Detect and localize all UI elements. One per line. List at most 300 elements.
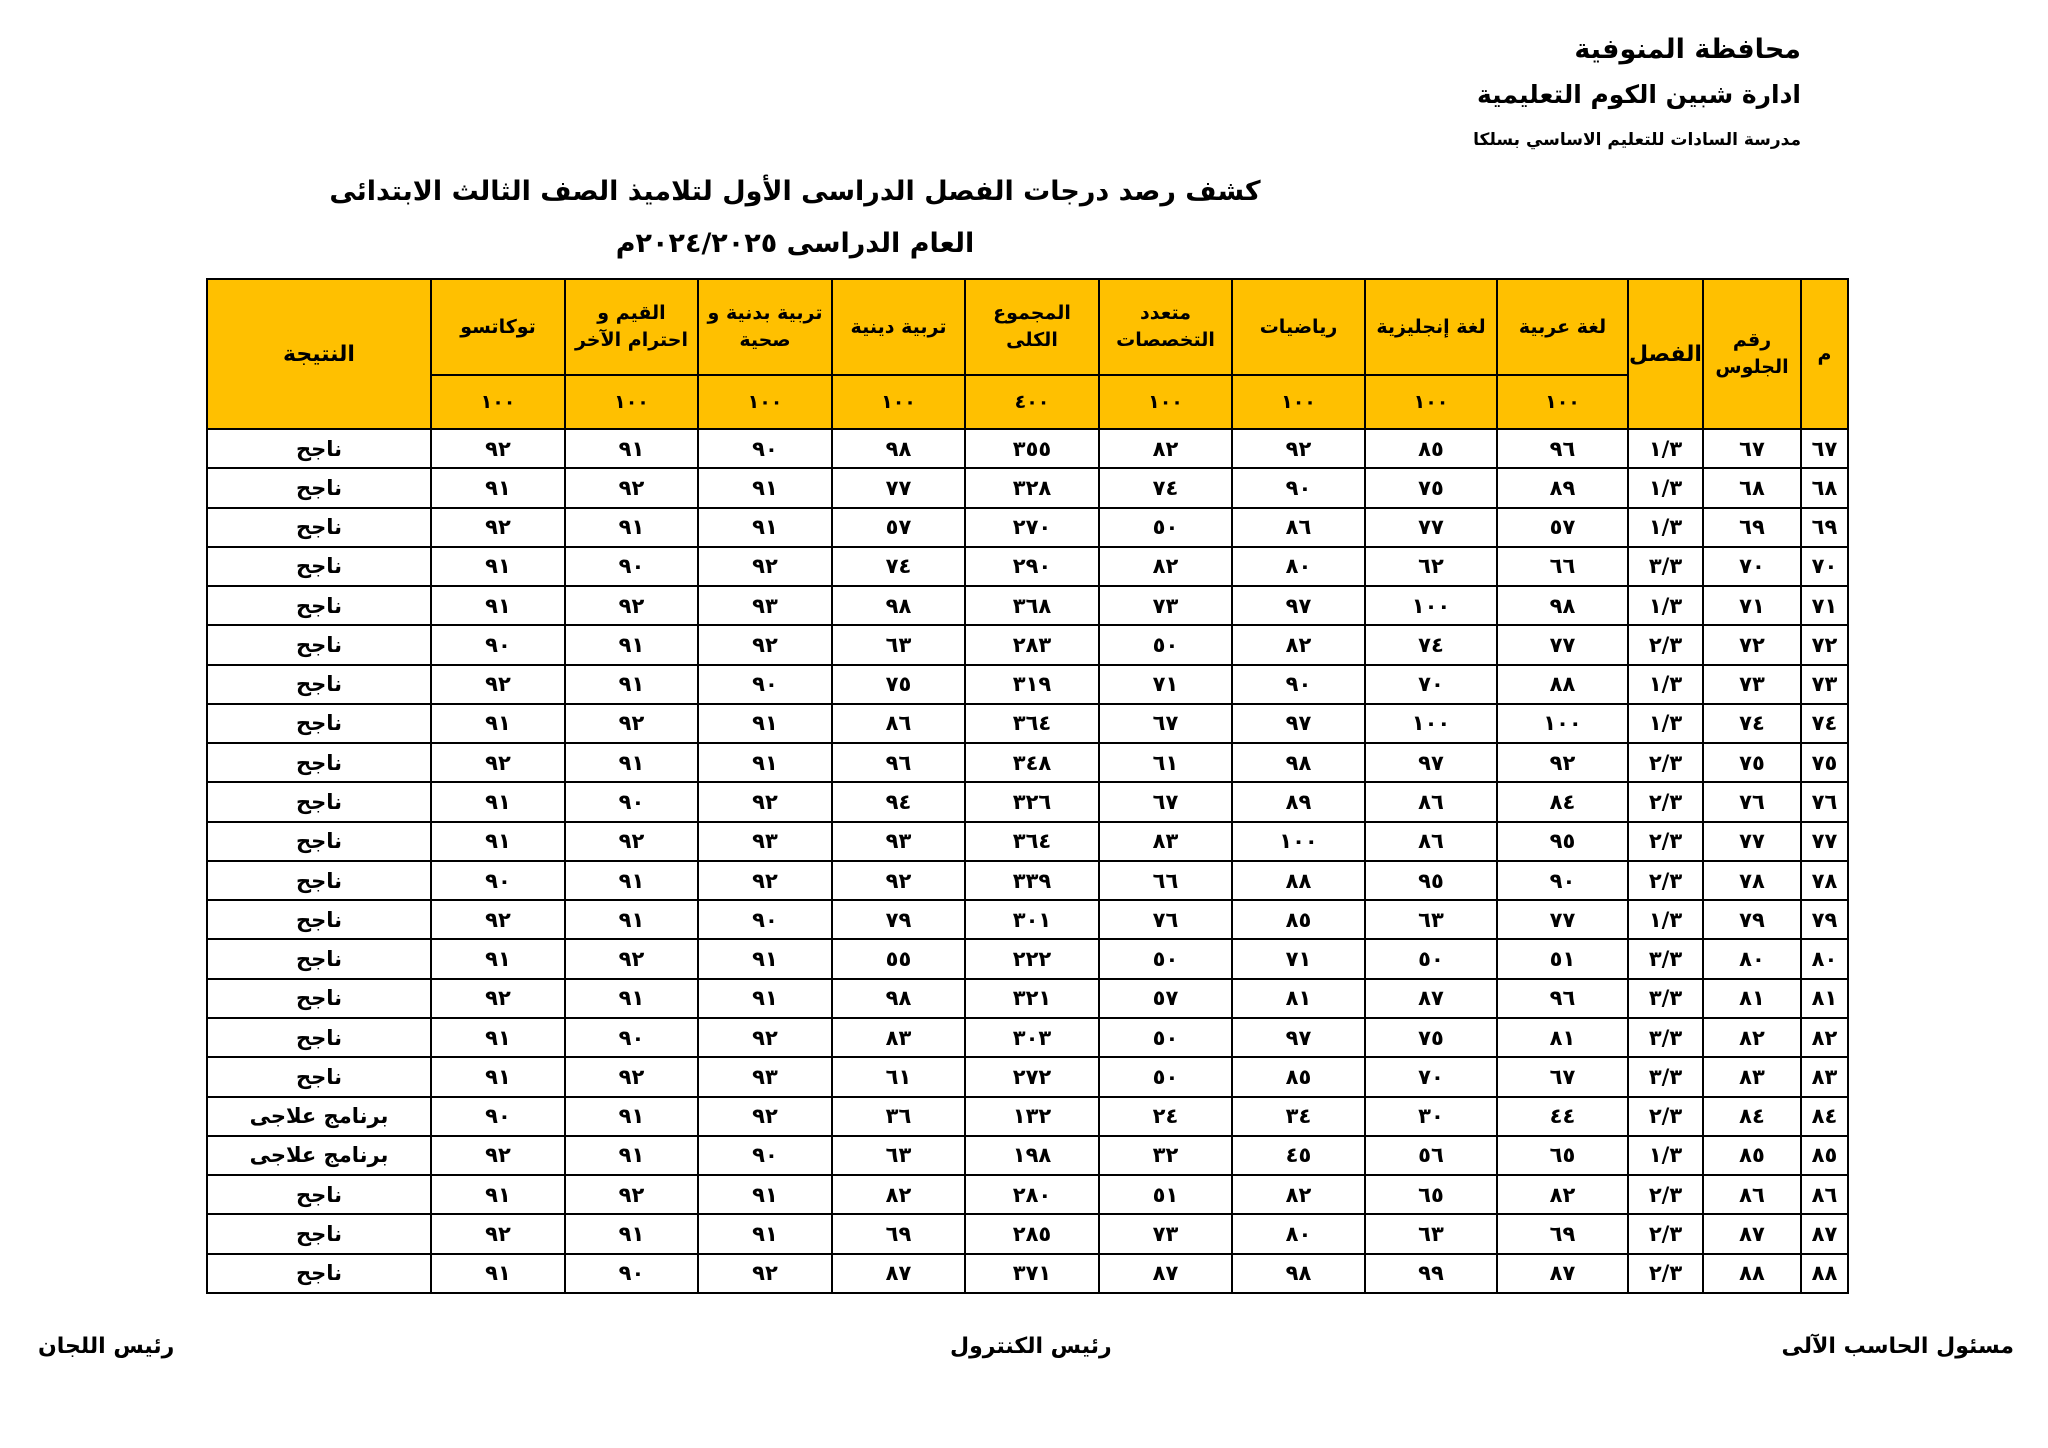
column-header: النتيجة (207, 279, 431, 429)
table-cell: ٥٦ (1365, 1136, 1497, 1175)
table-cell: ٥٥ (832, 939, 965, 978)
table-cell: ٦٩ (1801, 508, 1848, 547)
table-cell: ٩٠ (565, 547, 698, 586)
table-cell: ٩١ (431, 468, 565, 507)
table-cell: ٧٢ (1703, 625, 1801, 664)
table-cell: ٩٠ (431, 1097, 565, 1136)
table-cell: ٨٧ (1703, 1214, 1801, 1253)
result-cell: ناجح (207, 1175, 431, 1214)
table-cell: ٦٧ (1099, 782, 1232, 821)
table-cell: ٣٦٤ (965, 822, 1099, 861)
table-cell: ١٠٠ (1365, 586, 1497, 625)
table-cell: ٩٨ (832, 586, 965, 625)
table-cell: ٧٨ (1801, 861, 1848, 900)
table-cell: ٩٣ (698, 586, 832, 625)
table-cell: ٩١ (431, 547, 565, 586)
table-cell: ٧١ (1232, 939, 1365, 978)
table-cell: ٩٢ (565, 468, 698, 507)
table-cell: ٩١ (431, 939, 565, 978)
table-cell: ٩٠ (565, 1254, 698, 1293)
table-cell: ٦٥ (1365, 1175, 1497, 1214)
column-max-score: ١٠٠ (1232, 375, 1365, 429)
table-cell: ٩٢ (431, 508, 565, 547)
table-row (207, 1057, 1848, 1096)
table-cell: ٥٠ (1099, 625, 1232, 664)
table-row (207, 1018, 1848, 1057)
table-cell: ٩٨ (832, 979, 965, 1018)
table-cell: ٩١ (431, 1057, 565, 1096)
table-cell: ٦٣ (832, 1136, 965, 1175)
table-cell: ٩١ (565, 1136, 698, 1175)
table-cell: ٩٠ (431, 625, 565, 664)
result-cell: ناجح (207, 939, 431, 978)
table-cell: ٩٠ (1497, 861, 1628, 900)
table-cell: ٩٢ (698, 782, 832, 821)
table-cell: ٩٢ (698, 547, 832, 586)
column-header: لغة إنجليزية (1365, 279, 1497, 375)
table-cell: ٥٠ (1099, 1018, 1232, 1057)
table-cell: ٨١ (1703, 979, 1801, 1018)
table-cell: ٧٦ (1099, 900, 1232, 939)
table-cell: ٨٥ (1232, 900, 1365, 939)
result-cell: ناجح (207, 429, 431, 468)
table-cell: ٣/٣ (1628, 1057, 1703, 1096)
result-cell: ناجح (207, 861, 431, 900)
table-cell: ٣٠١ (965, 900, 1099, 939)
table-cell: ٩١ (698, 743, 832, 782)
table-cell: ٨٦ (1232, 508, 1365, 547)
table-cell: ٢٤ (1099, 1097, 1232, 1136)
table-cell: ٧٢ (1801, 625, 1848, 664)
result-cell: ناجح (207, 1254, 431, 1293)
column-max-score: ١٠٠ (1099, 375, 1232, 429)
table-cell: ٢/٣ (1628, 782, 1703, 821)
table-cell: ٨٢ (1232, 625, 1365, 664)
table-cell: ٦٧ (1099, 704, 1232, 743)
table-cell: ٩١ (431, 1254, 565, 1293)
table-cell: ٨٢ (1703, 1018, 1801, 1057)
table-cell: ٧٦ (1703, 782, 1801, 821)
table-cell: ٩٨ (832, 429, 965, 468)
table-cell: ٨٩ (1497, 468, 1628, 507)
table-cell: ٣٦٨ (965, 586, 1099, 625)
table-cell: ٥٠ (1365, 939, 1497, 978)
table-cell: ٧٠ (1365, 1057, 1497, 1096)
table-cell: ٢/٣ (1628, 1254, 1703, 1293)
table-cell: ٩٢ (431, 429, 565, 468)
table-cell: ٩١ (565, 743, 698, 782)
result-cell: ناجح (207, 822, 431, 861)
result-cell: ناجح (207, 665, 431, 704)
table-cell: ٧٧ (832, 468, 965, 507)
table-cell: ١/٣ (1628, 900, 1703, 939)
table-cell: ٧١ (1703, 586, 1801, 625)
table-cell: ٣٦ (832, 1097, 965, 1136)
table-row (207, 704, 1848, 743)
table-cell: ٩١ (431, 782, 565, 821)
table-cell: ٧١ (1801, 586, 1848, 625)
table-row (207, 665, 1848, 704)
table-cell: ٨٢ (1099, 429, 1232, 468)
table-cell: ١/٣ (1628, 508, 1703, 547)
result-cell: ناجح (207, 743, 431, 782)
table-cell: ٢٨٥ (965, 1214, 1099, 1253)
table-cell: ٨٢ (1099, 547, 1232, 586)
table-cell: ٩٢ (1232, 429, 1365, 468)
table-row (207, 468, 1848, 507)
result-cell: ناجح (207, 979, 431, 1018)
table-cell: ٩٢ (565, 939, 698, 978)
table-cell: ٩١ (565, 429, 698, 468)
table-cell: ٦٨ (1703, 468, 1801, 507)
table-cell: ٧٧ (1703, 822, 1801, 861)
table-cell: ٣٦٤ (965, 704, 1099, 743)
table-cell: ٣٢١ (965, 979, 1099, 1018)
computer-officer-signature-label: مسئول الحاسب الآلى (1781, 1334, 2014, 1359)
table-cell: ٩٢ (698, 861, 832, 900)
table-cell: ٣/٣ (1628, 1018, 1703, 1057)
table-cell: ٩٢ (431, 900, 565, 939)
table-cell: ٢/٣ (1628, 1175, 1703, 1214)
table-cell: ٩٢ (565, 1175, 698, 1214)
committees-head-signature-label: رئيس اللجان (38, 1334, 175, 1359)
column-max-score: ١٠٠ (698, 375, 832, 429)
table-cell: ٨٢ (832, 1175, 965, 1214)
administration-heading: ادارة شبين الكوم التعليمية (1476, 80, 1801, 109)
table-cell: ٣/٣ (1628, 939, 1703, 978)
table-cell: ٩٠ (698, 1136, 832, 1175)
table-cell: ٩١ (431, 822, 565, 861)
table-cell: ٨٣ (1703, 1057, 1801, 1096)
table-cell: ٩٢ (1497, 743, 1628, 782)
column-header: رياضيات (1232, 279, 1365, 375)
table-cell: ٨٧ (1365, 979, 1497, 1018)
table-cell: ٦٢ (1365, 547, 1497, 586)
table-cell: ٧٣ (1099, 1214, 1232, 1253)
table-cell: ١٩٨ (965, 1136, 1099, 1175)
table-cell: ٢٨٣ (965, 625, 1099, 664)
table-cell: ٩٠ (431, 861, 565, 900)
table-cell: ٣٤٨ (965, 743, 1099, 782)
result-cell: ناجح (207, 508, 431, 547)
table-cell: ٥٠ (1099, 939, 1232, 978)
table-cell: ٩٢ (698, 1018, 832, 1057)
table-cell: ٢/٣ (1628, 822, 1703, 861)
table-cell: ٣٠٣ (965, 1018, 1099, 1057)
table-cell: ١٠٠ (1365, 704, 1497, 743)
result-cell: برنامج علاجى (207, 1097, 431, 1136)
table-cell: ٩٥ (1497, 822, 1628, 861)
column-max-score: ٤٠٠ (965, 375, 1099, 429)
table-cell: ٧٦ (1801, 782, 1848, 821)
table-cell: ٩١ (431, 1018, 565, 1057)
table-cell: ٧٧ (1801, 822, 1848, 861)
table-cell: ٦١ (832, 1057, 965, 1096)
table-cell: ٦٣ (1365, 1214, 1497, 1253)
table-cell: ٨٨ (1703, 1254, 1801, 1293)
column-max-score: ١٠٠ (1365, 375, 1497, 429)
table-cell: ١٠٠ (1232, 822, 1365, 861)
school-name: مدرسة السادات للتعليم الاساسي بسلكا (1473, 130, 1801, 150)
table-cell: ٨٨ (1497, 665, 1628, 704)
table-cell: ٦٦ (1099, 861, 1232, 900)
table-cell: ٩١ (698, 468, 832, 507)
column-header: القيم و احترام الآخر (565, 279, 698, 375)
table-cell: ٥٠ (1099, 1057, 1232, 1096)
table-cell: ١/٣ (1628, 704, 1703, 743)
table-cell: ٦٥ (1497, 1136, 1628, 1175)
column-header: تربية دينية (832, 279, 965, 375)
table-cell: ٣/٣ (1628, 547, 1703, 586)
table-cell: ٦٣ (832, 625, 965, 664)
table-cell: ٧٠ (1365, 665, 1497, 704)
column-header: توكاتسو (431, 279, 565, 375)
table-cell: ٣٤ (1232, 1097, 1365, 1136)
column-header: متعدد التخصصات (1099, 279, 1232, 375)
table-cell: ٩٠ (698, 665, 832, 704)
table-cell: ٧٣ (1801, 665, 1848, 704)
table-row (207, 508, 1848, 547)
table-cell: ٢/٣ (1628, 625, 1703, 664)
table-cell: ٧٥ (1365, 468, 1497, 507)
table-cell: ٣٠ (1365, 1097, 1497, 1136)
table-cell: ٩٨ (1232, 743, 1365, 782)
table-cell: ٩٢ (698, 1097, 832, 1136)
table-cell: ٩٢ (431, 1136, 565, 1175)
table-row (207, 861, 1848, 900)
table-cell: ٩١ (698, 939, 832, 978)
column-header: تربية بدنية و صحية (698, 279, 832, 375)
table-cell: ٩٢ (431, 743, 565, 782)
table-cell: ٩٨ (1497, 586, 1628, 625)
result-cell: ناجح (207, 1018, 431, 1057)
table-cell: ٨٤ (1801, 1097, 1848, 1136)
page-title: كشف رصد درجات الفصل الدراسى الأول لتلاميذ الصف الثالث الابتدائى (329, 176, 1261, 207)
table-cell: ٩١ (565, 979, 698, 1018)
table-cell: ٨٦ (1365, 822, 1497, 861)
table-cell: ٣٥٥ (965, 429, 1099, 468)
table-cell: ١٣٢ (965, 1097, 1099, 1136)
table-cell: ٣٣٩ (965, 861, 1099, 900)
table-cell: ٧٥ (832, 665, 965, 704)
result-cell: ناجح (207, 547, 431, 586)
table-cell: ٨١ (1232, 979, 1365, 1018)
table-cell: ٨٢ (1497, 1175, 1628, 1214)
table-cell: ٩١ (565, 1214, 698, 1253)
table-row (207, 625, 1848, 664)
table-cell: ٣/٣ (1628, 979, 1703, 1018)
column-header: المجموع الكلى (965, 279, 1099, 375)
table-cell: ٩٢ (565, 1057, 698, 1096)
table-cell: ٨٠ (1232, 1214, 1365, 1253)
table-cell: ٩٨ (1232, 1254, 1365, 1293)
table-cell: ٦١ (1099, 743, 1232, 782)
governorate-heading: محافظة المنوفية (1574, 34, 1801, 65)
table-cell: ١/٣ (1628, 429, 1703, 468)
table-row (207, 939, 1848, 978)
table-cell: ٩٠ (565, 1018, 698, 1057)
table-cell: ٢٩٠ (965, 547, 1099, 586)
table-row (207, 429, 1848, 468)
table-cell: ٥٧ (832, 508, 965, 547)
table-cell: ٩٣ (698, 822, 832, 861)
table-cell: ٥١ (1099, 1175, 1232, 1214)
table-cell: ٩١ (698, 508, 832, 547)
column-header: م (1801, 279, 1848, 429)
table-cell: ٩١ (565, 900, 698, 939)
table-cell: ٨٧ (1099, 1254, 1232, 1293)
table-cell: ٨٣ (832, 1018, 965, 1057)
table-cell: ٦٨ (1801, 468, 1848, 507)
table-cell: ٩٣ (832, 822, 965, 861)
table-cell: ٨٣ (1099, 822, 1232, 861)
result-cell: ناجح (207, 625, 431, 664)
table-cell: ٩١ (698, 704, 832, 743)
table-cell: ٧٨ (1703, 861, 1801, 900)
table-cell: ٦٣ (1365, 900, 1497, 939)
table-row (207, 782, 1848, 821)
table-cell: ٩٦ (1497, 429, 1628, 468)
result-cell: ناجح (207, 586, 431, 625)
result-cell: ناجح (207, 900, 431, 939)
table-cell: ٦٩ (1703, 508, 1801, 547)
table-row (207, 1136, 1848, 1175)
table-row (207, 1175, 1848, 1214)
table-cell: ٩١ (565, 508, 698, 547)
table-cell: ٩٧ (1365, 743, 1497, 782)
table-cell: ٨٦ (832, 704, 965, 743)
table-cell: ٧٩ (1703, 900, 1801, 939)
table-cell: ٩٢ (565, 704, 698, 743)
table-cell: ٧٠ (1703, 547, 1801, 586)
table-cell: ٩١ (565, 1097, 698, 1136)
table-cell: ٧٣ (1703, 665, 1801, 704)
result-cell: ناجح (207, 468, 431, 507)
table-row (207, 822, 1848, 861)
table-cell: ٨٨ (1232, 861, 1365, 900)
table-cell: ٩٢ (431, 665, 565, 704)
table-cell: ٨٦ (1801, 1175, 1848, 1214)
table-cell: ٦٧ (1497, 1057, 1628, 1096)
column-max-score: ١٠٠ (1497, 375, 1628, 429)
table-cell: ٧٣ (1099, 586, 1232, 625)
table-cell: ٨٢ (1232, 1175, 1365, 1214)
table-row (207, 1214, 1848, 1253)
table-cell: ١/٣ (1628, 468, 1703, 507)
table-cell: ٨٠ (1703, 939, 1801, 978)
table-cell: ٧٠ (1801, 547, 1848, 586)
table-cell: ٢٨٠ (965, 1175, 1099, 1214)
table-cell: ٨١ (1497, 1018, 1628, 1057)
table-cell: ٧٤ (832, 547, 965, 586)
table-cell: ٨٦ (1703, 1175, 1801, 1214)
table-cell: ٨٥ (1801, 1136, 1848, 1175)
table-cell: ٩١ (431, 704, 565, 743)
table-cell: ٧٩ (1801, 900, 1848, 939)
table-cell: ٩١ (565, 625, 698, 664)
table-cell: ٨٥ (1232, 1057, 1365, 1096)
table-cell: ٩٢ (565, 822, 698, 861)
table-cell: ٩٠ (698, 429, 832, 468)
table-header (207, 279, 1848, 429)
result-cell: ناجح (207, 704, 431, 743)
table-cell: ٢/٣ (1628, 1214, 1703, 1253)
table-cell: ٦٩ (832, 1214, 965, 1253)
table-cell: ٧٧ (1365, 508, 1497, 547)
table-cell: ٩١ (565, 861, 698, 900)
table-cell: ٦٧ (1703, 429, 1801, 468)
table-cell: ٩٩ (1365, 1254, 1497, 1293)
table-cell: ٨٧ (1801, 1214, 1848, 1253)
table-cell: ٨٧ (832, 1254, 965, 1293)
table-cell: ٨٤ (1703, 1097, 1801, 1136)
table-cell: ٩٠ (698, 900, 832, 939)
control-head-signature-label: رئيس الكنترول (950, 1334, 1112, 1359)
column-header: الفصل (1628, 279, 1703, 429)
table-cell: ٣٢٨ (965, 468, 1099, 507)
table-cell: ٢٧٠ (965, 508, 1099, 547)
table-cell: ٣١٩ (965, 665, 1099, 704)
table-cell: ١/٣ (1628, 1136, 1703, 1175)
table-cell: ٩٧ (1232, 704, 1365, 743)
grades-table (206, 278, 1849, 1294)
table-cell: ٣٧١ (965, 1254, 1099, 1293)
table-cell: ٨٣ (1801, 1057, 1848, 1096)
column-max-score: ١٠٠ (431, 375, 565, 429)
table-cell: ٧٧ (1497, 900, 1628, 939)
column-header: رقم الجلوس (1703, 279, 1801, 429)
table-cell: ٨٦ (1365, 782, 1497, 821)
table-cell: ٩٠ (565, 782, 698, 821)
table-cell: ٢/٣ (1628, 861, 1703, 900)
table-cell: ٦٧ (1801, 429, 1848, 468)
table-cell: ٩٢ (431, 1214, 565, 1253)
result-cell: ناجح (207, 1214, 431, 1253)
table-row (207, 1254, 1848, 1293)
table-cell: ١٠٠ (1497, 704, 1628, 743)
table-cell: ٢٢٢ (965, 939, 1099, 978)
table-cell: ٨٧ (1497, 1254, 1628, 1293)
table-cell: ٢/٣ (1628, 1097, 1703, 1136)
table-cell: ٩٣ (698, 1057, 832, 1096)
table-cell: ٩٦ (1497, 979, 1628, 1018)
table-row (207, 979, 1848, 1018)
table-cell: ٤٥ (1232, 1136, 1365, 1175)
table-cell: ٣٢٦ (965, 782, 1099, 821)
table-row (207, 586, 1848, 625)
table-cell: ٧٤ (1099, 468, 1232, 507)
table-row (207, 743, 1848, 782)
table-cell: ٦٩ (1497, 1214, 1628, 1253)
column-max-score: ١٠٠ (565, 375, 698, 429)
table-cell: ٨١ (1801, 979, 1848, 1018)
table-cell: ٨٥ (1365, 429, 1497, 468)
table-cell: ٩١ (698, 979, 832, 1018)
table-row (207, 547, 1848, 586)
table-cell: ٢/٣ (1628, 743, 1703, 782)
table-cell: ٩٧ (1232, 1018, 1365, 1057)
result-cell: برنامج علاجى (207, 1136, 431, 1175)
table-cell: ٦٦ (1497, 547, 1628, 586)
table-cell: ٥١ (1497, 939, 1628, 978)
table-cell: ٨٢ (1801, 1018, 1848, 1057)
table-cell: ٨٠ (1801, 939, 1848, 978)
academic-year: العام الدراسى ٢٠٢٤/٢٠٢٥م (615, 228, 975, 259)
table-cell: ٩١ (698, 1214, 832, 1253)
table-cell: ٩١ (431, 1175, 565, 1214)
table-cell: ٩٢ (832, 861, 965, 900)
table-cell: ٨٩ (1232, 782, 1365, 821)
